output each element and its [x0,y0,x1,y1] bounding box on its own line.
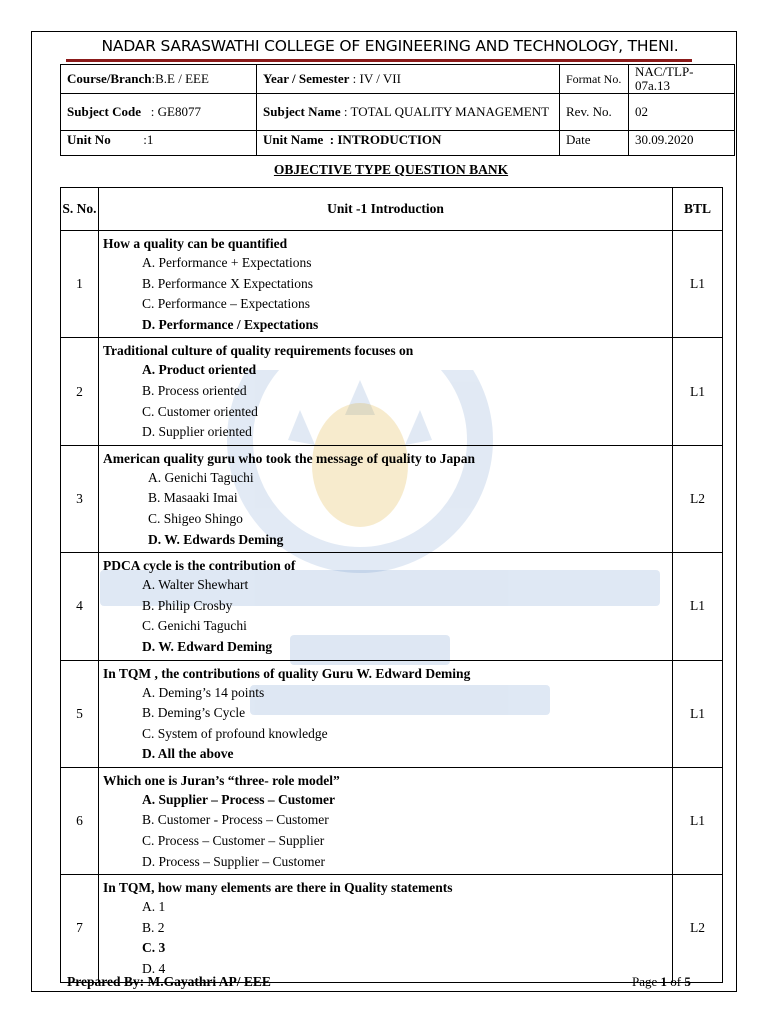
question-row [61,875,723,982]
format-no-label: Format No. [560,65,629,94]
answer-option: B. Performance X Expectations [142,275,313,291]
question-number: 1 [61,231,99,338]
question-text: In TQM , the contributions of quality Guru W. Edward Deming [103,665,471,681]
answer-option: D. Process – Supplier – Customer [142,853,325,869]
question-row [61,767,723,874]
question-cell [99,553,673,660]
question-text: PDCA cycle is the contribution of [103,558,296,574]
answer-option-correct: D. W. Edward Deming [142,638,273,654]
answer-option: B. Deming’s Cycle [142,705,246,721]
question-row [61,553,723,660]
question-text: How a quality can be quantified [103,236,288,251]
btl-level: L1 [673,553,723,660]
answer-option: B. Process oriented [142,382,247,398]
btl-level: L1 [673,767,723,874]
answer-option-correct: A. Supplier – Process – Customer [142,791,335,807]
btl-level: L1 [673,338,723,445]
answer-option: D. Supplier oriented [142,424,252,440]
date-value: 30.09.2020 [629,131,735,156]
question-number: 7 [61,875,99,982]
question-bank-heading: OBJECTIVE TYPE QUESTION BANK [273,162,509,177]
answer-option-correct: D. W. Edwards Deming [148,531,284,547]
question-cell [99,338,673,445]
question-row [61,231,723,338]
course-branch-cell: Course/Branch:B.E / EEE [61,65,257,94]
subject-code-cell: Subject Code : GE8077 [61,94,257,131]
year-semester-cell: Year / Semester : IV / VII [257,65,560,94]
question-text: Which one is Juran’s “three- role model” [103,772,340,788]
question-cell [99,875,673,982]
answer-option: B. Masaaki Imai [148,490,238,506]
question-cell [99,660,673,767]
question-number: 4 [61,553,99,660]
btl-level: L1 [673,231,723,338]
question-number: 2 [61,338,99,445]
btl-level: L1 [673,660,723,767]
answer-option: A. Performance + Expectations [142,255,312,270]
rev-no-value: 02 [629,94,735,131]
question-text: American quality guru who took the message of quality to Japan [103,450,476,466]
answer-option: B. 2 [142,919,165,935]
answer-option: C. System of profound knowledge [142,725,328,741]
answer-option: B. Customer - Process – Customer [142,812,329,828]
btl-level: L2 [673,445,723,552]
college-title: NADAR SARASWATHI COLLEGE OF ENGINEERING AND TECHNOLOGY, THENI. [101,37,679,55]
question-cell [99,767,673,874]
question-cell [99,231,673,338]
answer-option: C. Process – Customer – Supplier [142,833,325,849]
page-number: Page 1 of 5 [632,974,691,989]
column-header-unit: Unit -1 Introduction [99,188,673,231]
question-text: In TQM, how many elements are there in Quality statements [103,880,453,896]
document-info-table [60,64,735,156]
answer-option: B. Philip Crosby [142,597,233,613]
unit-no-cell: Unit No :1 [61,131,257,156]
answer-option: A. 1 [142,899,166,915]
answer-option: A. Walter Shewhart [142,577,249,593]
question-number: 5 [61,660,99,767]
answer-option: C. Customer oriented [142,403,258,419]
column-header-btl: BTL [673,188,723,231]
title-underline-rule [66,59,692,62]
question-number: 6 [61,767,99,874]
answer-option: C. Shigeo Shingo [148,510,243,526]
answer-option: C. Performance – Expectations [142,296,310,312]
btl-level: L2 [673,875,723,982]
answer-option: A. Deming’s 14 points [142,684,265,700]
answer-option-correct: C. 3 [142,940,166,956]
date-label: Date [560,131,629,156]
question-row [61,445,723,552]
prepared-by: Prepared By: M.Gayathri AP/ EEE [67,974,271,989]
question-number: 3 [61,445,99,552]
answer-option: D. 4 [142,961,166,977]
answer-option-correct: D. All the above [142,746,234,762]
unit-name-cell: Unit Name : INTRODUCTION [257,131,560,156]
rev-no-label: Rev. No. [560,94,629,131]
question-row [61,660,723,767]
subject-name-cell: Subject Name : TOTAL QUALITY MANAGEMENT [257,94,560,131]
question-table [60,187,723,983]
question-text: Traditional culture of quality requirements focuses on [103,343,414,359]
question-cell [99,445,673,552]
answer-option: C. Genichi Taguchi [142,618,247,634]
format-no-value: NAC/TLP-07a.13 [629,65,735,94]
column-header-sno: S. No. [61,188,99,231]
answer-option: A. Genichi Taguchi [148,469,254,485]
answer-option-correct: A. Product oriented [142,362,257,378]
question-row [61,338,723,445]
answer-option-correct: D. Performance / Expectations [142,316,319,332]
